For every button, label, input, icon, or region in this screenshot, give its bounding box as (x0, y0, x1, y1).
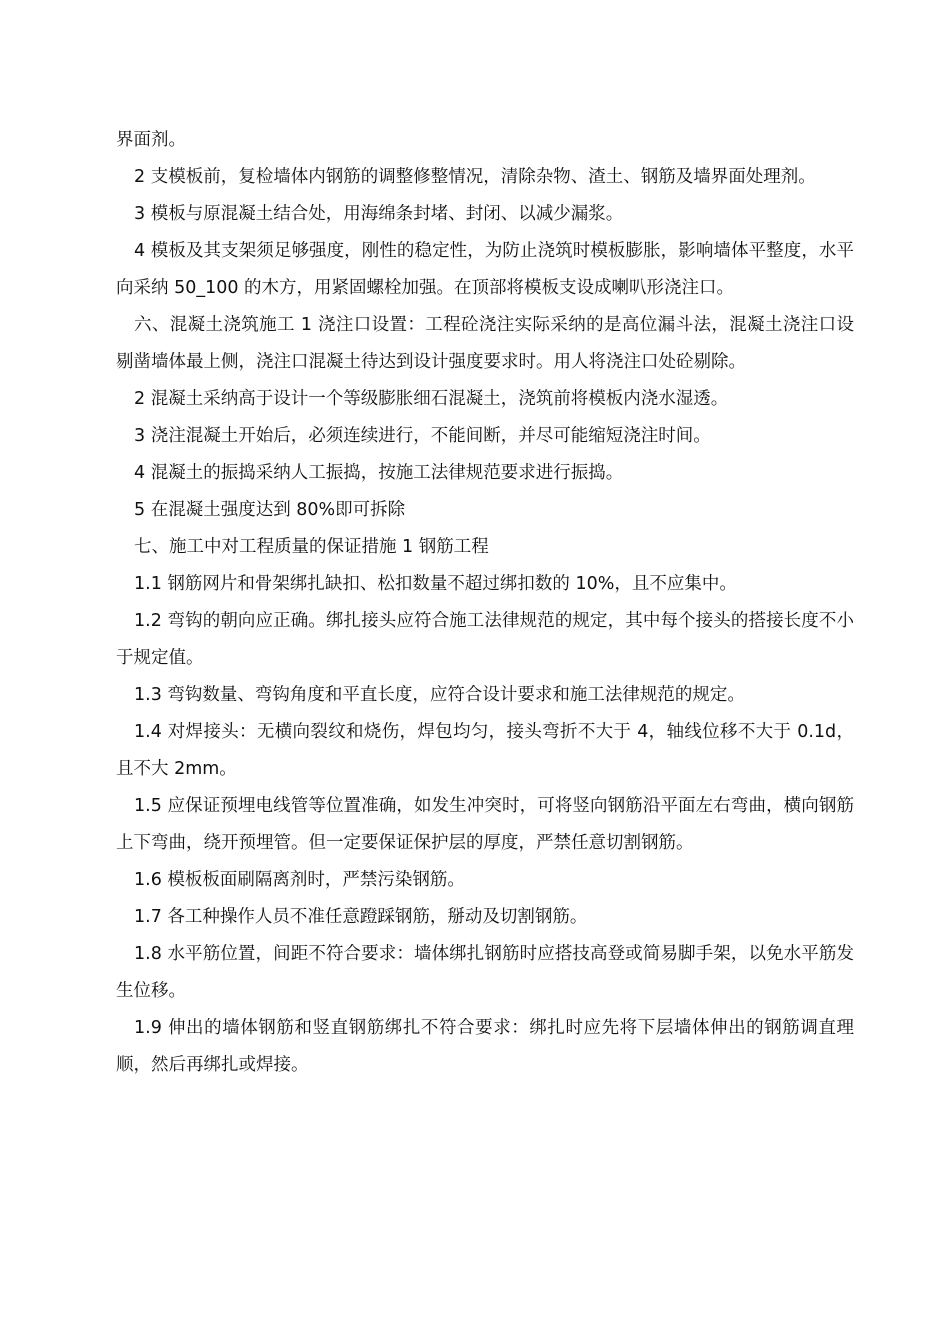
paragraph-1-9: 1.9 伸出的墙体钢筋和竖直钢筋绑扎不符合要求：绑扎时应先将下层墙体伸出的钢筋调直理顺，然后再绑扎或焊接。 (116, 1018, 855, 1075)
paragraph-1: 界面剂。 (116, 130, 186, 150)
paragraph-1-7: 1.7 各工种操作人员不准任意蹬踩钢筋，掰动及切割钢筋。 (134, 907, 588, 927)
document-page (116, 122, 854, 1084)
paragraph-1-8: 1.8 水平筋位置，间距不符合要求：墙体绑扎钢筋时应搭技高登或简易脚手架，以免水平筋发生位移。 (116, 944, 854, 1001)
paragraph-1-1: 1.1 钢筋网片和骨架绑扎缺扣、松扣数量不超过绑扣数的 10%，且不应集中。 (134, 574, 737, 594)
paragraph-1-6: 1.6 模板板面刷隔离剂时，严禁污染钢筋。 (134, 870, 465, 890)
paragraph-6: 2 混凝土采纳高于设计一个等级膨胀细石混凝土，浇筑前将模板内浇水湿透。 (134, 389, 729, 409)
paragraph-1-3: 1.3 弯钩数量、弯钩角度和平直长度，应符合设计要求和施工法律规范的规定。 (134, 685, 745, 705)
paragraph-7: 3 浇注混凝土开始后，必须连续进行，不能间断，并尽可能缩短浇注时间。 (134, 426, 711, 446)
paragraph-2: 2 支模板前，复检墙体内钢筋的调整修整情况，清除杂物、渣土、钢筋及墙界面处理剂。 (134, 167, 816, 187)
paragraph-3: 3 模板与原混凝土结合处，用海绵条封堵、封闭、以减少漏浆。 (134, 204, 624, 224)
paragraph-4: 4 模板及其支架须足够强度，刚性的稳定性，为防止浇筑时模板膨胀，影响墙体平整度，水平向采纳 50_100 的木方，用紧固螺栓加强。在顶部将模板支设成喇叭形浇注口。 (116, 241, 854, 298)
paragraph-1-4: 1.4 对焊接头：无横向裂纹和烧伤，焊包均匀，接头弯折不大于 4，轴线位移不大于 0.1d，且不大 2mm。 (116, 722, 854, 779)
paragraph-1-5: 1.5 应保证预埋电线管等位置准确，如发生冲突时，可将竖向钢筋沿平面左右弯曲，横向钢筋上下弯曲，绕开预埋管。但一定要保证保护层的厚度，严禁任意切割钢筋。 (116, 796, 854, 853)
paragraph-8: 4 混凝土的振捣采纳人工振捣，按施工法律规范要求进行振捣。 (134, 463, 624, 483)
section-six-paragraph: 六、混凝土浇筑施工 1 浇注口设置：工程砼浇注实际采纳的是高位漏斗法，混凝土浇注口设剔凿墙体最上侧，浇注口混凝土待达到设计强度要求时。用人将浇注口处砼剔除。 (116, 315, 854, 372)
section-seven-heading: 七、施工中对工程质量的保证措施 1 钢筋工程 (134, 537, 489, 557)
paragraph-9: 5 在混凝土强度达到 80%即可拆除 (134, 500, 406, 520)
paragraph-1-2: 1.2 弯钩的朝向应正确。绑扎接头应符合施工法律规范的规定，其中每个接头的搭接长度不小于规定值。 (116, 611, 854, 668)
